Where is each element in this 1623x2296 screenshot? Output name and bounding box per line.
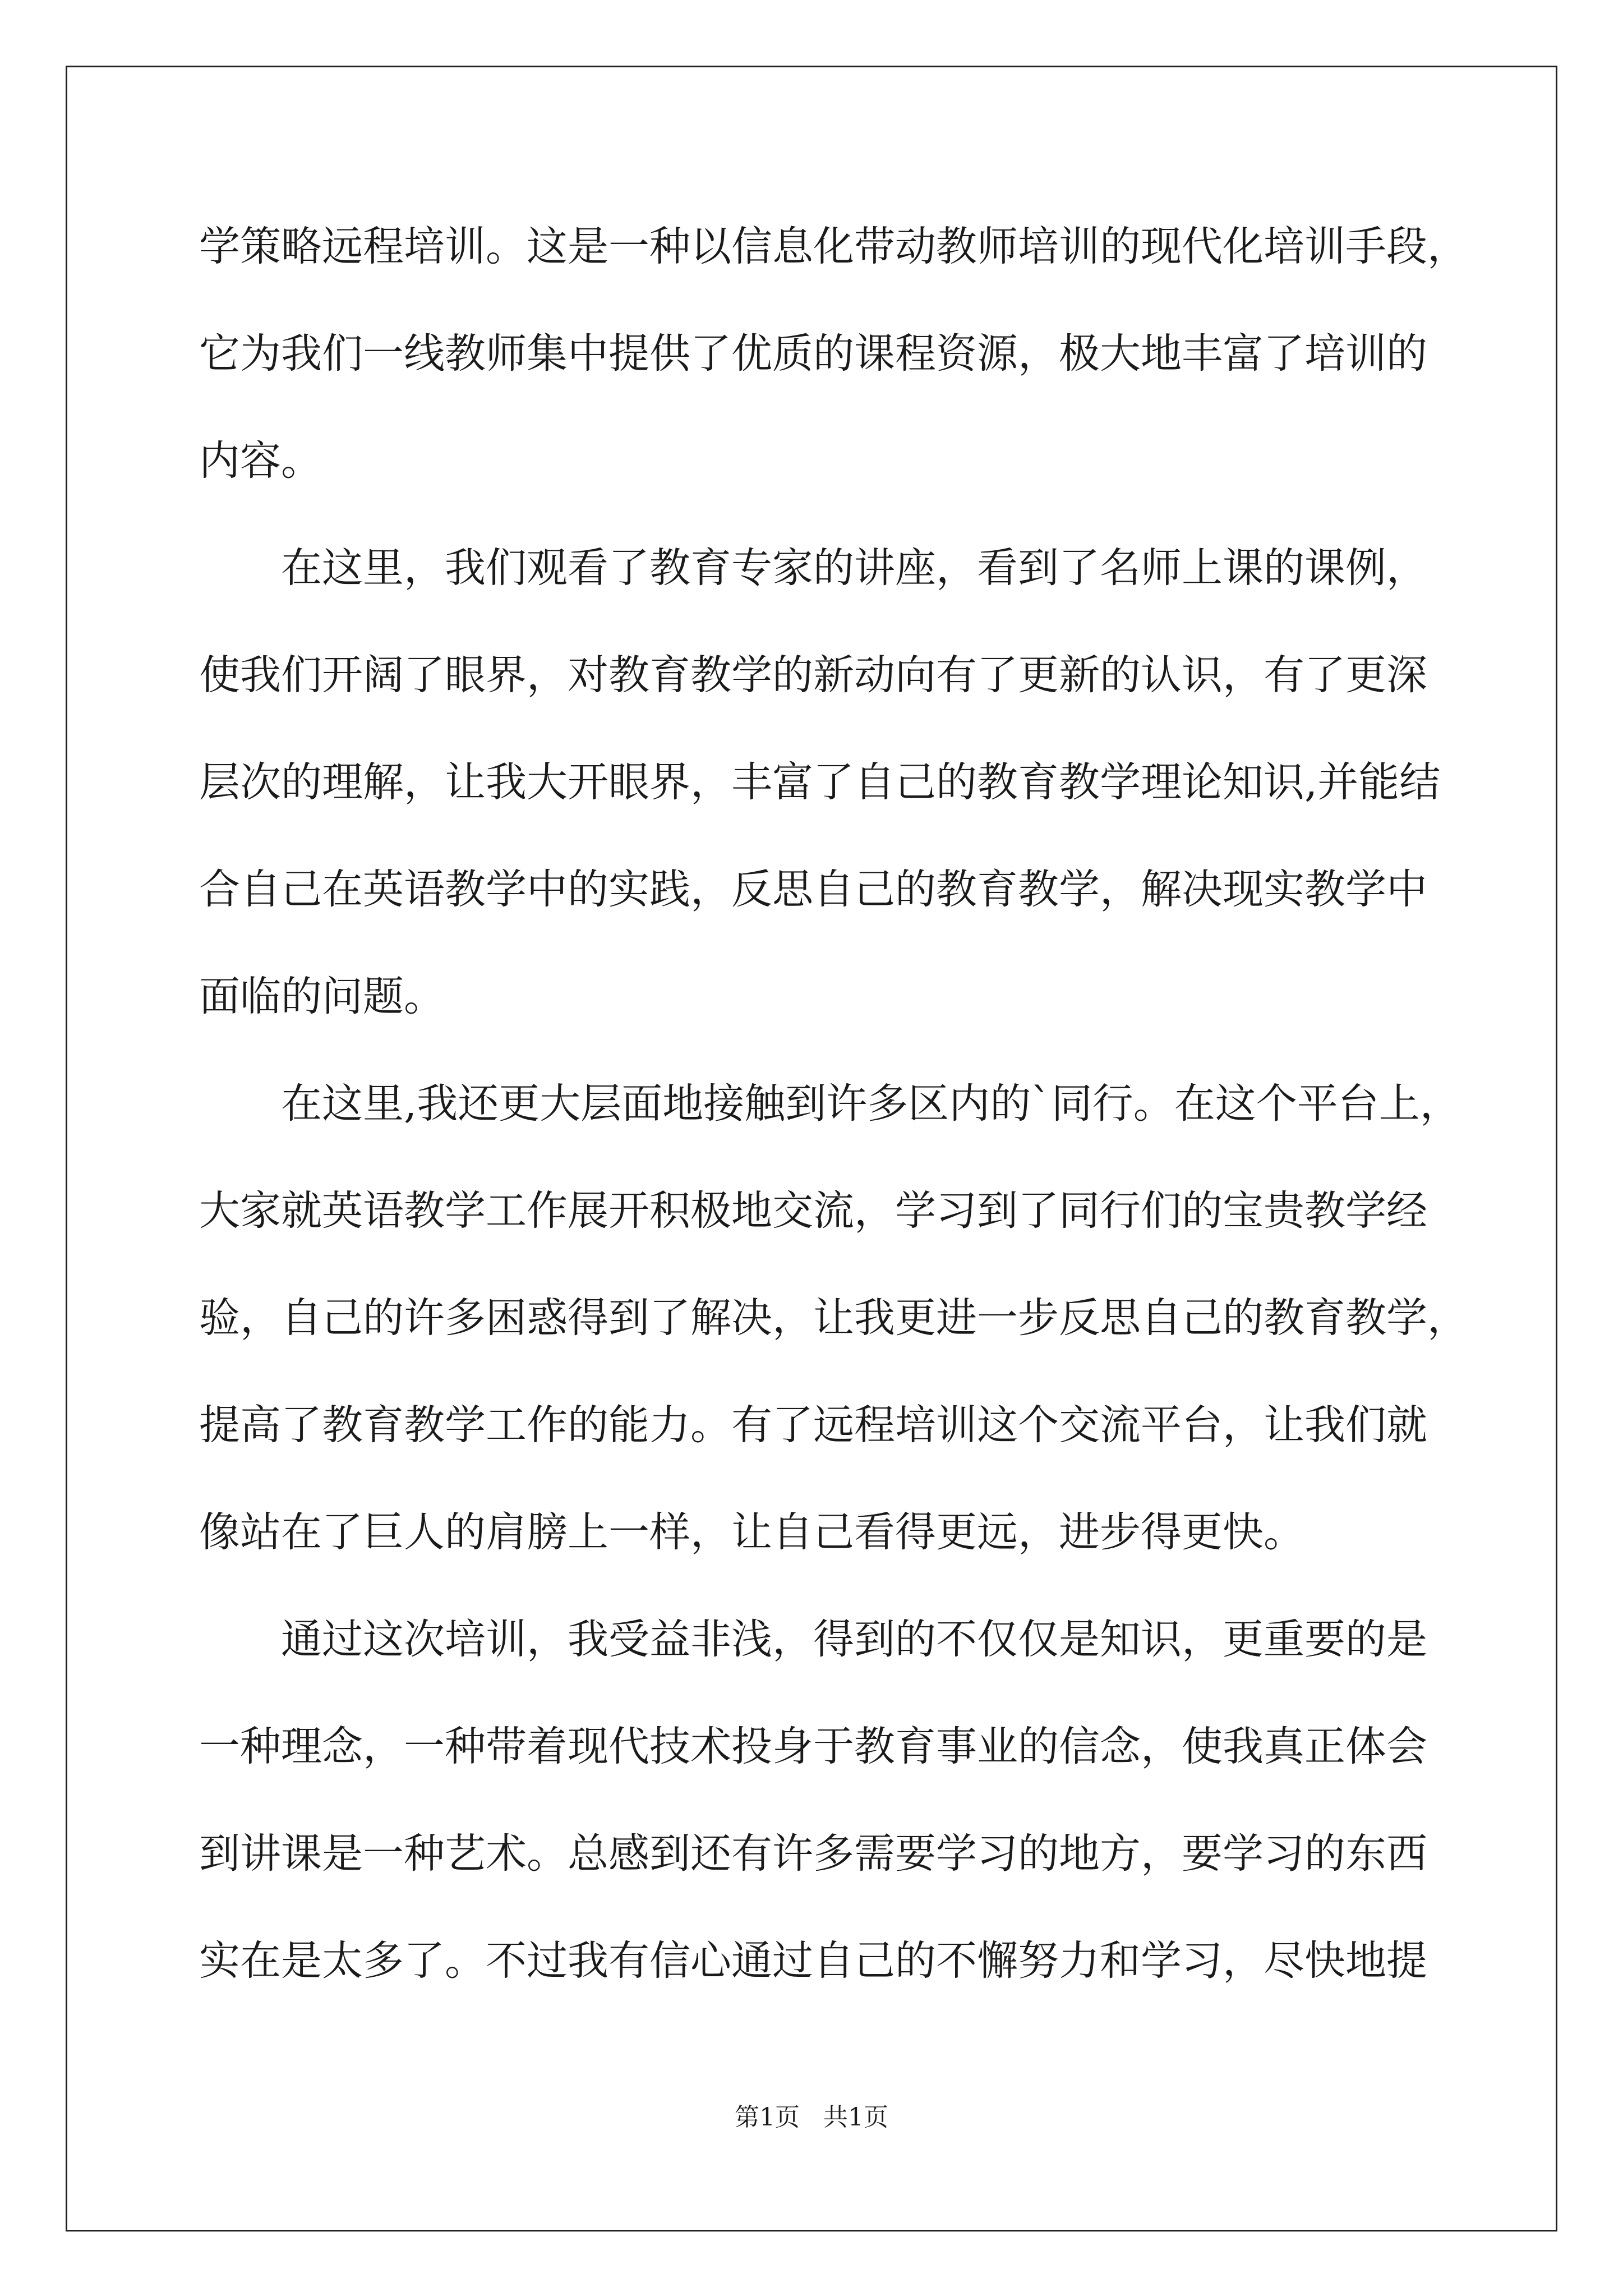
text-line: 面临的问题。: [199, 973, 445, 1020]
text-line: 在这里，我们观看了教育专家的讲座，看到了名师上课的课例，: [281, 544, 1427, 592]
text-line: 通过这次培训，我受益非浅，得到的不仅仅是知识，更重要的是: [281, 1616, 1427, 1663]
text-line: 层次的理解，让我大开眼界，丰富了自己的教育教学理论知识,并能结: [199, 758, 1441, 806]
text-line: 在这里,我还更大层面地接触到许多区内的`同行。在这个平台上，: [281, 1080, 1461, 1128]
text-line: 到讲课是一种艺术。总感到还有许多需要学习的地方，要学习的东西: [199, 1830, 1427, 1878]
text-line: 一种理念，一种带着现代技术投身于教育事业的信念，使我真正体会: [199, 1723, 1427, 1770]
text-line: 使我们开阔了眼界，对教育教学的新动向有了更新的认识，有了更深: [199, 651, 1427, 699]
text-line: 验，自己的许多困惑得到了解决，让我更进一步反思自己的教育教学，: [199, 1294, 1468, 1342]
text-line: 大家就英语教学工作展开积极地交流，学习到了同行们的宝贵教学经: [199, 1187, 1427, 1235]
document-body: [199, 193, 1468, 2014]
text-line: 它为我们一线教师集中提供了优质的课程资源，极大地丰富了培训的: [199, 330, 1427, 378]
text-line: 合自己在英语教学中的实践，反思自己的教育教学，解决现实教学中: [199, 866, 1427, 913]
text-line: 内容。: [199, 437, 322, 485]
text-line: 像站在了巨人的肩膀上一样，让自己看得更远，进步得更快。: [199, 1508, 1304, 1556]
text-line: 实在是太多了。不过我有信心通过自己的不懈努力和学习，尽快地提: [199, 1937, 1427, 1985]
page-footer: 第1页 共1页: [735, 2103, 888, 2132]
text-line: 提高了教育教学工作的能力。有了远程培训这个交流平台，让我们就: [199, 1401, 1427, 1449]
text-line: 学策略远程培训。这是一种以信息化带动教师培训的现代化培训手段，: [199, 223, 1468, 270]
